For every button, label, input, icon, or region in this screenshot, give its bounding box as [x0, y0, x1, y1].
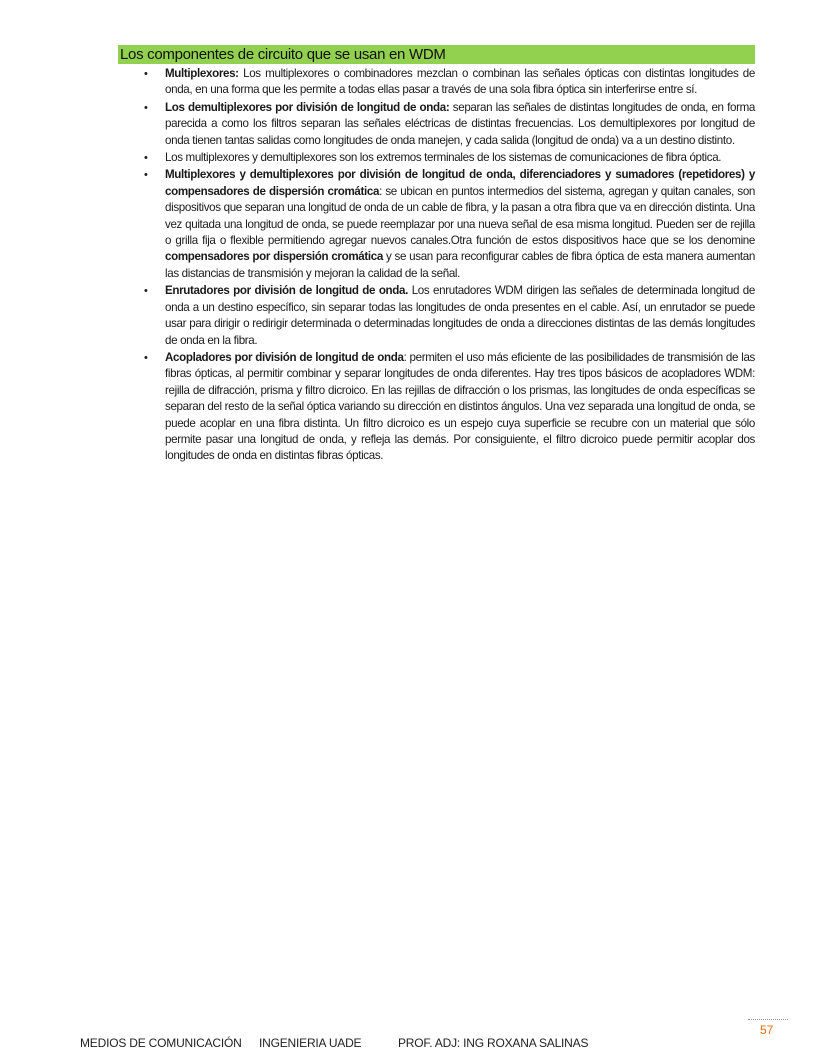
bold-term: Acopladores por división de longitud de onda	[165, 350, 404, 364]
bold-term: compensadores por dispersión cromática	[165, 250, 383, 264]
bullet-icon: •	[144, 285, 148, 298]
bold-term: Multiplexores y demultiplexores por división de longitud de onda, diferenciadores y sumadores (repetidores) y compensadores de dispersión cromática	[165, 168, 755, 198]
item-text: Los enrutadores WDM dirigen las señales de determinada longitud de onda a un destino específico, sin separar todas las longitudes de onda presentes en el cable. Así, un enrutador se puede usar para dirigir o redirigir determinada o determinadas longitudes de onda a direcciones distintas de las demás longitudes de onda en la fibra.	[165, 284, 755, 347]
bold-term: Los demultiplexores por división de longitud de onda:	[165, 100, 450, 114]
list-item	[144, 350, 755, 465]
bullet-icon: •	[144, 68, 148, 80]
list-item	[144, 66, 755, 99]
item-text: Los multiplexores o combinadores mezclan o combinan las señales ópticas con distintas longitudes de onda, en una forma que les permite a todas ellas pasar a través de una sola fibra óptica sin interferirse entre sí.	[165, 67, 755, 97]
item-text: separan las señales de distintas longitudes de onda, en forma parecida a como los filtros separan las señales eléctricas de distintas frecuencias. Los demultiplexores por longitud de onda tienen tantas salidas como longitudes de onda manejen, y cada salida (longitud de onda) va a un destino distinto.	[165, 100, 755, 147]
list-item	[144, 167, 756, 282]
item-text: : se ubican en puntos intermedios del sistema, agregan y quitan canales, son dispositivos que separan una longitud de onda de un cable de fibra, y la pasan a otra fibra que va en dirección distinta. Una vez quitada una longitud de onda, se puede reemplazar por una nueva señal de esa misma longitud. Pueden ser de rejilla o grilla fija o flexible permitiendo agregar nuevos canales.Otra función de estos dispositivos hace que se los denomine	[165, 184, 756, 248]
page-number-rule	[748, 1019, 788, 1020]
page-number: 57	[760, 1023, 774, 1037]
list-item	[144, 283, 755, 349]
item-text: : permiten el uso más eficiente de las posibilidades de transmisión de las fibras ópticas, al permitir combinar y separar longitudes de onda diferentes. Hay tres tipos básicos de acopladores WDM: rejilla de difracción, prisma y filtro dicroico. En las rejillas de difracción o los prismas, las longitudes de onda específicas se separan del resto de la señal óptica variando su dirección en distintos ángulos. Una vez separada una longitud de onda, se puede acoplar en una fibra distinta. Un filtro dicroico es un espejo cuya superficie se recubre con un material que sólo permite pasar una longitud de onda, y refleja las demás. Por consiguiente, el filtro dicroico puede permitir acoplar dos longitudes de onda en distintas fibras ópticas.	[165, 350, 755, 463]
bullet-icon: •	[144, 169, 148, 182]
item-text: Los multiplexores y demultiplexores son los extremos terminales de los sistemas de comunicaciones de fibra óptica.	[165, 151, 722, 165]
bold-term: Enrutadores por división de longitud de onda.	[165, 284, 408, 298]
footer-school: INGENIERIA UADE	[259, 1036, 362, 1050]
footer-professor: PROF. ADJ: ING ROXANA SALINAS	[398, 1036, 589, 1050]
list-item	[144, 100, 755, 149]
bullet-icon: •	[144, 101, 148, 114]
section-heading: Los componentes de circuito que se usan en WDM	[118, 45, 755, 64]
item-text: y se usan para reconfigurar cables de fibra óptica de esta manera aumentan las distancias de transmisión y mejoran la calidad de la señal.	[165, 250, 755, 280]
components-list	[144, 66, 756, 466]
footer-course: MEDIOS DE COMUNICACIÓN	[80, 1036, 242, 1050]
bold-term: Multiplexores:	[165, 67, 239, 80]
list-item	[144, 150, 755, 166]
bullet-icon: •	[144, 351, 148, 364]
bullet-icon: •	[144, 152, 148, 165]
